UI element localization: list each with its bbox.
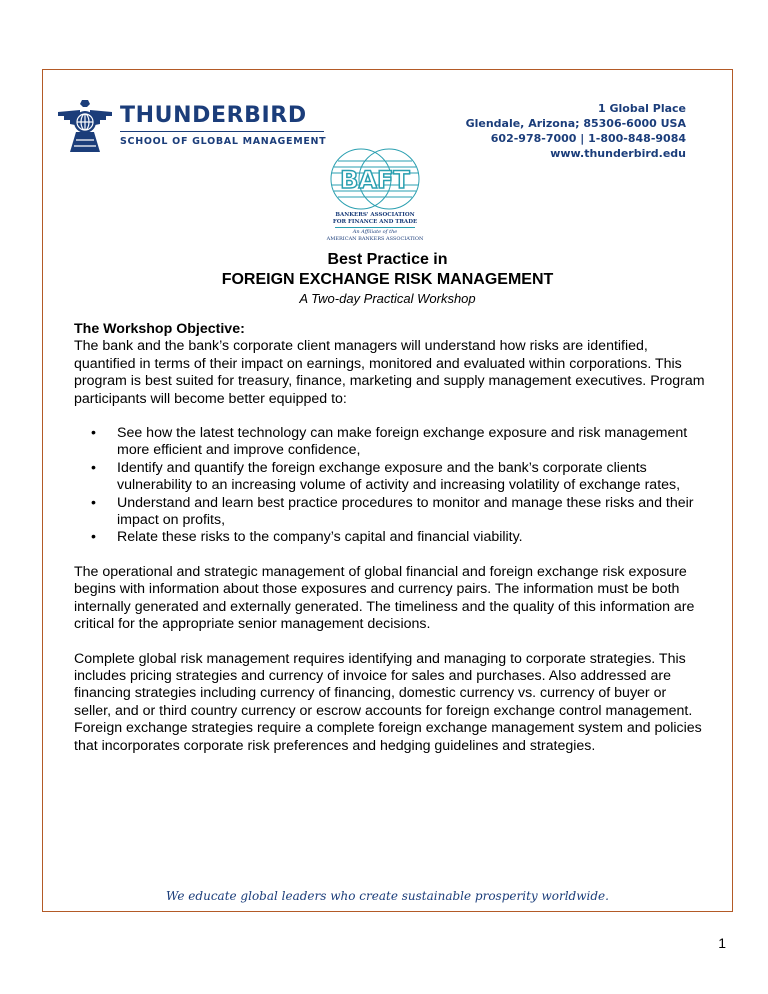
thunderbird-logo xyxy=(56,98,327,152)
list-item xyxy=(74,495,706,530)
intro-paragraph: The bank and the bank’s corporate client managers will understand how risks are identified, quantified in terms of their impact on earnings, monitored and evaluated within corporations. This program is best suited for treasury, finance, marketing and supply management executives. Program participants will become better equipped to: xyxy=(74,338,705,407)
logo-divider xyxy=(120,131,324,132)
paragraph-global-risk-management: Complete global risk management requires identifying and managing to corporate strategies. This includes pricing strategies and currency of invoice for sales and purchases. Also addressed are financing strategies including currency of financing, domestic currency vs. currency of buyer or seller, and or third country currency or escrow accounts for foreign exchange control management. Foreign exchange strategies require a complete foreign exchange management system and policies that incorporates corporate risk preferences and hedging guidelines and strategies. xyxy=(74,650,702,754)
bullet-icon: • xyxy=(91,494,96,511)
baft-caption-line-2: FOR FINANCE AND TRADE xyxy=(332,219,418,225)
list-item-text: Identify and quantify the foreign exchange exposure and the bank’s corporate clients vulnerability to an increasing volume of activity and increasing volatility of exchange rates, xyxy=(117,459,681,494)
list-item xyxy=(74,460,706,495)
list-item-text: See how the latest technology can make foreign exchange exposure and risk management more efficient and improve confidence, xyxy=(117,425,688,459)
list-item xyxy=(74,425,706,460)
list-item xyxy=(74,529,706,546)
workshop-objective-section xyxy=(74,321,706,755)
thunderbird-emblem-icon xyxy=(56,98,114,154)
list-item-text: Understand and learn best practice procedures to monitor and manage these risks and their impact on profits, xyxy=(117,494,694,529)
page-title-line-1: Best Practice in xyxy=(327,251,448,268)
baft-letters: BAFT xyxy=(340,166,410,194)
address-line-2: Glendale, Arizona; 85306-6000 USA xyxy=(465,117,686,130)
paragraph-operational-management: The operational and strategic management of global financial and foreign exchange risk exposure begins with information about those exposures and currency pairs. The information must be both internally generated and externally generated. The timeliness and the quality of this information are critical for the appropriate senior management decisions. xyxy=(74,563,695,633)
baft-caption-line-1: BANKERS' ASSOCIATION xyxy=(335,212,415,218)
thunderbird-wordmark: THUNDERBIRD xyxy=(120,103,307,128)
section-heading: The Workshop Objective: xyxy=(74,321,245,337)
baft-logo xyxy=(316,147,434,247)
page-number: 1 xyxy=(718,935,726,951)
baft-divider xyxy=(335,227,415,228)
thunderbird-subtitle: SCHOOL OF GLOBAL MANAGEMENT xyxy=(120,136,327,147)
baft-caption xyxy=(316,212,434,243)
page-subtitle: A Two-day Practical Workshop xyxy=(299,291,476,306)
phone-line: 602-978-7000 | 1-800-848-9084 xyxy=(490,132,686,145)
baft-emblem-icon xyxy=(316,147,434,211)
title-block xyxy=(42,250,733,308)
address-block xyxy=(466,101,686,161)
baft-caption-line-3: An Affiliate of the xyxy=(352,229,398,235)
bullet-icon: • xyxy=(91,459,96,476)
list-item-text: Relate these risks to the company’s capital and financial viability. xyxy=(117,529,523,546)
address-line-1: 1 Global Place xyxy=(598,102,686,115)
website-line: www.thunderbird.edu xyxy=(550,147,686,160)
bullet-icon: • xyxy=(91,425,96,442)
baft-caption-line-4: AMERICAN BANKERS ASSOCIATION xyxy=(326,236,424,242)
objective-bullet-list xyxy=(74,425,706,547)
page-title-line-2: FOREIGN EXCHANGE RISK MANAGEMENT xyxy=(221,271,554,288)
bullet-icon: • xyxy=(91,529,96,546)
footer-tagline: We educate global leaders who create sustainable prosperity worldwide. xyxy=(166,889,609,903)
